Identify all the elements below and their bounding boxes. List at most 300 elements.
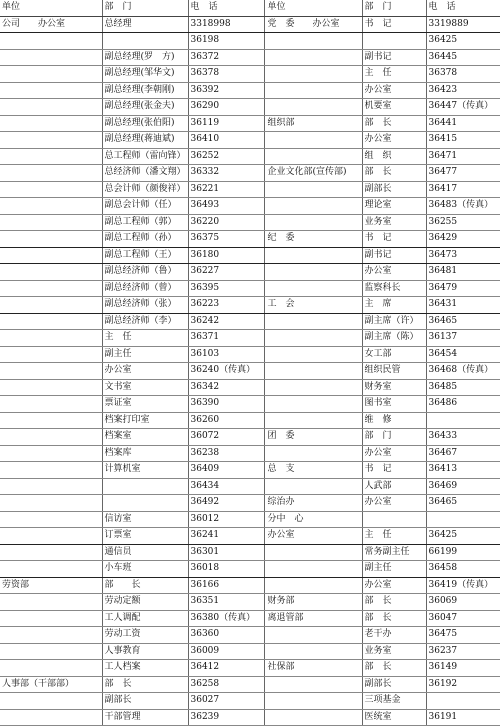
cell-phone-left: 36371 — [188, 330, 264, 347]
cell-unit-right — [264, 181, 362, 198]
cell-phone-left: 36103 — [188, 346, 264, 363]
cell-dept-right: 部 长 — [362, 165, 426, 182]
header-dept-right: 部 门 — [362, 0, 426, 16]
table-row — [0, 181, 500, 198]
cell-phone-right: 36465 — [426, 313, 500, 330]
cell-dept-right: 办公室 — [362, 445, 426, 462]
cell-phone-left: 36119 — [188, 115, 264, 132]
cell-phone-right: 36467 — [426, 445, 500, 462]
cell-phone-left: 36027 — [188, 693, 264, 710]
table-row — [0, 693, 500, 710]
cell-unit-right: 离退管部 — [264, 610, 362, 627]
cell-dept-right: 副书记 — [362, 49, 426, 66]
cell-dept-right: 部 长 — [362, 594, 426, 611]
cell-unit-left — [0, 264, 102, 281]
cell-phone-right: 36417 — [426, 181, 500, 198]
table-row — [0, 198, 500, 215]
table-row — [0, 148, 500, 165]
cell-phone-right: 36465 — [426, 495, 500, 512]
cell-unit-right: 综治办 — [264, 495, 362, 512]
cell-unit-right — [264, 214, 362, 231]
cell-phone-left: 36378 — [188, 66, 264, 83]
cell-dept-right: 机要室 — [362, 99, 426, 116]
cell-phone-right: 36458 — [426, 561, 500, 578]
cell-unit-right: 组织部 — [264, 115, 362, 132]
cell-dept-right: 主 任 — [362, 66, 426, 83]
cell-unit-right — [264, 627, 362, 644]
cell-phone-right: 36483（传真） — [426, 198, 500, 215]
cell-dept-right: 三项基金 — [362, 693, 426, 710]
cell-dept-left: 副总经济师（张） — [102, 297, 188, 314]
cell-dept-left — [102, 33, 188, 50]
cell-dept-left: 办公室 — [102, 363, 188, 380]
cell-dept-right: 理论室 — [362, 198, 426, 215]
cell-phone-right: 36425 — [426, 33, 500, 50]
cell-unit-left — [0, 99, 102, 116]
cell-unit-right: 分中 心 — [264, 511, 362, 528]
cell-unit-right — [264, 33, 362, 50]
cell-dept-right: 办公室 — [362, 132, 426, 149]
cell-unit-left — [0, 660, 102, 677]
cell-dept-left: 副总经济师（李） — [102, 313, 188, 330]
cell-unit-left — [0, 148, 102, 165]
cell-unit-left — [0, 445, 102, 462]
cell-unit-left — [0, 495, 102, 512]
cell-dept-right: 维 修 — [362, 412, 426, 429]
cell-unit-left — [0, 280, 102, 297]
cell-unit-left — [0, 247, 102, 264]
cell-phone-left: 36239 — [188, 709, 264, 726]
cell-phone-left: 36290 — [188, 99, 264, 116]
cell-unit-left — [0, 643, 102, 660]
table-row — [0, 247, 500, 264]
table-row — [0, 709, 500, 726]
cell-unit-right — [264, 198, 362, 215]
cell-unit-right — [264, 99, 362, 116]
cell-dept-right: 办公室 — [362, 495, 426, 512]
cell-dept-left: 档案室 — [102, 429, 188, 446]
header-dept-left: 部 门 — [102, 0, 188, 16]
cell-dept-right: 部 门 — [362, 429, 426, 446]
cell-phone-left: 36492 — [188, 495, 264, 512]
cell-phone-left: 36223 — [188, 297, 264, 314]
cell-dept-left: 档案打印室 — [102, 412, 188, 429]
cell-dept-right: 书 记 — [362, 462, 426, 479]
cell-dept-right: 图书室 — [362, 396, 426, 413]
cell-dept-right: 主 席 — [362, 297, 426, 314]
cell-unit-right: 财务部 — [264, 594, 362, 611]
cell-unit-right — [264, 709, 362, 726]
cell-dept-right: 副部长 — [362, 181, 426, 198]
table-row — [0, 660, 500, 677]
cell-phone-left: 36360 — [188, 627, 264, 644]
cell-dept-left: 工人档案 — [102, 660, 188, 677]
cell-phone-right: 36047 — [426, 610, 500, 627]
table-row — [0, 214, 500, 231]
table-row — [0, 676, 500, 693]
cell-dept-right: 组 织 — [362, 148, 426, 165]
cell-unit-right — [264, 148, 362, 165]
cell-dept-left: 副总经理(李朝刚) — [102, 82, 188, 99]
cell-unit-left — [0, 528, 102, 545]
cell-unit-right — [264, 132, 362, 149]
cell-phone-right — [426, 511, 500, 528]
header-row — [0, 0, 500, 16]
cell-unit-left — [0, 330, 102, 347]
cell-unit-left — [0, 198, 102, 215]
cell-dept-left: 劳动工资 — [102, 627, 188, 644]
table-row — [0, 429, 500, 446]
cell-unit-left — [0, 379, 102, 396]
cell-dept-left: 计算机室 — [102, 462, 188, 479]
cell-unit-right — [264, 577, 362, 594]
table-row — [0, 346, 500, 363]
table-row — [0, 412, 500, 429]
cell-unit-right — [264, 264, 362, 281]
table-row — [0, 594, 500, 611]
table-row — [0, 16, 500, 33]
cell-unit-left — [0, 610, 102, 627]
cell-unit-right: 办公室 — [264, 528, 362, 545]
cell-dept-left: 劳动定额 — [102, 594, 188, 611]
cell-phone-right: 36475 — [426, 627, 500, 644]
table-row — [0, 511, 500, 528]
cell-unit-left — [0, 363, 102, 380]
cell-dept-right: 书 记 — [362, 16, 426, 33]
cell-dept-right: 主 任 — [362, 528, 426, 545]
cell-unit-left — [0, 429, 102, 446]
cell-dept-right: 监察科长 — [362, 280, 426, 297]
table-row — [0, 561, 500, 578]
cell-phone-left: 36241 — [188, 528, 264, 545]
cell-dept-left: 副主任 — [102, 346, 188, 363]
cell-dept-right: 副主席（陈） — [362, 330, 426, 347]
cell-dept-right: 副部长 — [362, 676, 426, 693]
cell-dept-left: 副总经理(蒋迪斌) — [102, 132, 188, 149]
cell-dept-right: 老干办 — [362, 627, 426, 644]
table-row — [0, 396, 500, 413]
cell-unit-left: 人事部（干部部） — [0, 676, 102, 693]
cell-dept-right: 副书记 — [362, 247, 426, 264]
cell-unit-right — [264, 363, 362, 380]
table-row — [0, 66, 500, 83]
cell-phone-left: 36390 — [188, 396, 264, 413]
cell-phone-right: 36471 — [426, 148, 500, 165]
table-row — [0, 165, 500, 182]
table-row — [0, 231, 500, 248]
cell-phone-left: 36351 — [188, 594, 264, 611]
cell-unit-right — [264, 330, 362, 347]
cell-dept-left: 副总工程师（王） — [102, 247, 188, 264]
cell-dept-left — [102, 495, 188, 512]
cell-phone-left: 36252 — [188, 148, 264, 165]
cell-dept-left: 订票室 — [102, 528, 188, 545]
cell-phone-right: 36255 — [426, 214, 500, 231]
header-phone-left: 电 话 — [188, 0, 264, 16]
cell-phone-right: 36429 — [426, 231, 500, 248]
cell-phone-right: 66199 — [426, 544, 500, 561]
cell-dept-right: 办公室 — [362, 82, 426, 99]
header-phone-right: 电 话 — [426, 0, 500, 16]
table-row — [0, 627, 500, 644]
cell-phone-left: 36227 — [188, 264, 264, 281]
table-row — [0, 115, 500, 132]
cell-dept-left: 工人调配 — [102, 610, 188, 627]
cell-phone-right: 36419（传真） — [426, 577, 500, 594]
cell-unit-right: 纪 委 — [264, 231, 362, 248]
cell-phone-right: 36469 — [426, 478, 500, 495]
table-row — [0, 82, 500, 99]
cell-unit-right — [264, 643, 362, 660]
cell-unit-left — [0, 594, 102, 611]
cell-dept-left: 信访室 — [102, 511, 188, 528]
cell-unit-left — [0, 66, 102, 83]
table-row — [0, 33, 500, 50]
cell-dept-left: 副总会计师（任） — [102, 198, 188, 215]
cell-unit-right — [264, 379, 362, 396]
cell-phone-left: 36242 — [188, 313, 264, 330]
cell-dept-left: 总经济师（潘文翔） — [102, 165, 188, 182]
cell-phone-left: 36380（传真） — [188, 610, 264, 627]
table-row — [0, 99, 500, 116]
cell-unit-left — [0, 33, 102, 50]
table-row — [0, 264, 500, 281]
cell-phone-right: 36481 — [426, 264, 500, 281]
cell-phone-left: 36220 — [188, 214, 264, 231]
cell-unit-right: 工 会 — [264, 297, 362, 314]
cell-unit-left — [0, 561, 102, 578]
cell-phone-right: 36431 — [426, 297, 500, 314]
cell-unit-right — [264, 280, 362, 297]
cell-unit-right — [264, 396, 362, 413]
cell-phone-right — [426, 412, 500, 429]
cell-phone-right: 36423 — [426, 82, 500, 99]
cell-unit-left — [0, 165, 102, 182]
cell-dept-right: 办公室 — [362, 264, 426, 281]
cell-dept-left: 档案库 — [102, 445, 188, 462]
cell-unit-left — [0, 49, 102, 66]
cell-phone-right: 36441 — [426, 115, 500, 132]
cell-unit-right — [264, 346, 362, 363]
table-row — [0, 643, 500, 660]
table-row — [0, 280, 500, 297]
cell-phone-left: 36392 — [188, 82, 264, 99]
table-row — [0, 544, 500, 561]
cell-dept-right: 部 长 — [362, 660, 426, 677]
cell-dept-left: 副总经理(罗 方) — [102, 49, 188, 66]
cell-dept-left — [102, 478, 188, 495]
cell-phone-left: 36238 — [188, 445, 264, 462]
cell-phone-left: 36372 — [188, 49, 264, 66]
cell-phone-right: 36378 — [426, 66, 500, 83]
cell-phone-right: 3319889 — [426, 16, 500, 33]
table-row — [0, 132, 500, 149]
cell-phone-right: 36425 — [426, 528, 500, 545]
cell-phone-left: 36018 — [188, 561, 264, 578]
cell-phone-left: 36412 — [188, 660, 264, 677]
cell-phone-left: 36009 — [188, 643, 264, 660]
cell-dept-right: 业务室 — [362, 643, 426, 660]
cell-dept-left: 通信员 — [102, 544, 188, 561]
cell-phone-right: 36192 — [426, 676, 500, 693]
cell-unit-left — [0, 214, 102, 231]
cell-dept-left: 小车班 — [102, 561, 188, 578]
table-row — [0, 528, 500, 545]
cell-phone-left: 36260 — [188, 412, 264, 429]
cell-phone-right: 36413 — [426, 462, 500, 479]
cell-dept-right: 办公室 — [362, 577, 426, 594]
cell-unit-left — [0, 627, 102, 644]
cell-phone-left: 36180 — [188, 247, 264, 264]
cell-dept-right — [362, 511, 426, 528]
cell-unit-right: 党 委 办公室 — [264, 16, 362, 33]
cell-dept-left: 副总经理(张金夫) — [102, 99, 188, 116]
cell-dept-right: 组织民管 — [362, 363, 426, 380]
cell-phone-left: 36410 — [188, 132, 264, 149]
table-row — [0, 495, 500, 512]
cell-unit-left — [0, 297, 102, 314]
cell-unit-right — [264, 49, 362, 66]
cell-dept-left: 副部长 — [102, 693, 188, 710]
cell-phone-left: 36434 — [188, 478, 264, 495]
cell-dept-right: 副主席（许） — [362, 313, 426, 330]
cell-unit-right — [264, 66, 362, 83]
cell-unit-right: 总 支 — [264, 462, 362, 479]
cell-phone-right: 36445 — [426, 49, 500, 66]
cell-unit-left — [0, 396, 102, 413]
table-row — [0, 478, 500, 495]
cell-phone-left: 36409 — [188, 462, 264, 479]
cell-phone-right: 36447（传真） — [426, 99, 500, 116]
cell-unit-right — [264, 693, 362, 710]
cell-dept-left: 票证室 — [102, 396, 188, 413]
cell-unit-left — [0, 313, 102, 330]
cell-unit-left — [0, 693, 102, 710]
cell-unit-left — [0, 511, 102, 528]
cell-dept-right: 女工部 — [362, 346, 426, 363]
cell-unit-right: 社保部 — [264, 660, 362, 677]
cell-phone-left: 36332 — [188, 165, 264, 182]
cell-unit-left — [0, 478, 102, 495]
cell-phone-left: 36375 — [188, 231, 264, 248]
cell-phone-left: 36258 — [188, 676, 264, 693]
cell-dept-left: 总工程师（雷向锋） — [102, 148, 188, 165]
cell-phone-right: 36485 — [426, 379, 500, 396]
cell-phone-left: 36198 — [188, 33, 264, 50]
table-row — [0, 462, 500, 479]
cell-phone-left: 36012 — [188, 511, 264, 528]
cell-phone-right: 36149 — [426, 660, 500, 677]
cell-phone-right: 36454 — [426, 346, 500, 363]
cell-dept-right: 部 长 — [362, 115, 426, 132]
cell-unit-left — [0, 412, 102, 429]
cell-unit-right — [264, 445, 362, 462]
cell-phone-left: 36395 — [188, 280, 264, 297]
cell-unit-right — [264, 313, 362, 330]
cell-phone-right: 36415 — [426, 132, 500, 149]
table-row — [0, 445, 500, 462]
cell-dept-right: 副主任 — [362, 561, 426, 578]
cell-unit-right — [264, 561, 362, 578]
header-unit-right: 单位 — [264, 0, 362, 16]
cell-unit-right — [264, 676, 362, 693]
cell-phone-right: 36486 — [426, 396, 500, 413]
cell-unit-left — [0, 709, 102, 726]
cell-unit-right — [264, 82, 362, 99]
cell-unit-right — [264, 478, 362, 495]
cell-dept-left: 副总经理(邹华文) — [102, 66, 188, 83]
header-unit-left: 单位 — [0, 0, 102, 16]
table-row — [0, 577, 500, 594]
cell-dept-left: 总经理 — [102, 16, 188, 33]
cell-dept-right: 书 记 — [362, 231, 426, 248]
cell-unit-left — [0, 132, 102, 149]
cell-dept-left: 干部管理 — [102, 709, 188, 726]
cell-phone-left: 36166 — [188, 577, 264, 594]
cell-phone-left: 36221 — [188, 181, 264, 198]
cell-phone-left: 36240（传真） — [188, 363, 264, 380]
cell-phone-left: 36342 — [188, 379, 264, 396]
table-row — [0, 297, 500, 314]
cell-phone-right: 36479 — [426, 280, 500, 297]
cell-dept-left: 部 长 — [102, 676, 188, 693]
table-row — [0, 330, 500, 347]
cell-phone-right: 36468（传真） — [426, 363, 500, 380]
cell-phone-right: 36191 — [426, 709, 500, 726]
cell-unit-right — [264, 544, 362, 561]
table-row — [0, 379, 500, 396]
cell-unit-left — [0, 462, 102, 479]
cell-phone-right — [426, 693, 500, 710]
cell-dept-right: 业务室 — [362, 214, 426, 231]
cell-unit-left: 劳资部 — [0, 577, 102, 594]
table-row — [0, 363, 500, 380]
cell-phone-left: 36072 — [188, 429, 264, 446]
cell-dept-right: 部 长 — [362, 610, 426, 627]
cell-unit-left — [0, 115, 102, 132]
cell-unit-left — [0, 82, 102, 99]
cell-dept-left: 总会计师（颜俊祥） — [102, 181, 188, 198]
cell-unit-right: 团 委 — [264, 429, 362, 446]
cell-unit-left — [0, 346, 102, 363]
cell-phone-right: 36069 — [426, 594, 500, 611]
cell-unit-right — [264, 247, 362, 264]
cell-unit-left: 公司 办公室 — [0, 16, 102, 33]
cell-dept-left: 副总工程师（郭） — [102, 214, 188, 231]
cell-dept-right: 常务副主任 — [362, 544, 426, 561]
cell-dept-right: 医统室 — [362, 709, 426, 726]
cell-dept-left: 部 长 — [102, 577, 188, 594]
cell-dept-left: 副总经理(张伯阳) — [102, 115, 188, 132]
cell-phone-right: 36237 — [426, 643, 500, 660]
table-row — [0, 49, 500, 66]
cell-dept-left: 副总工程师（孙） — [102, 231, 188, 248]
cell-phone-right: 36137 — [426, 330, 500, 347]
cell-phone-left: 36301 — [188, 544, 264, 561]
cell-unit-right: 企业文化部(宣传部) — [264, 165, 362, 182]
cell-phone-left: 3318998 — [188, 16, 264, 33]
table-row — [0, 610, 500, 627]
table-row — [0, 313, 500, 330]
cell-unit-left — [0, 181, 102, 198]
cell-dept-left: 副总经济师（曾） — [102, 280, 188, 297]
cell-phone-right: 36473 — [426, 247, 500, 264]
cell-dept-right — [362, 33, 426, 50]
cell-unit-left — [0, 544, 102, 561]
cell-phone-left: 36493 — [188, 198, 264, 215]
cell-unit-left — [0, 231, 102, 248]
cell-dept-right: 财务室 — [362, 379, 426, 396]
